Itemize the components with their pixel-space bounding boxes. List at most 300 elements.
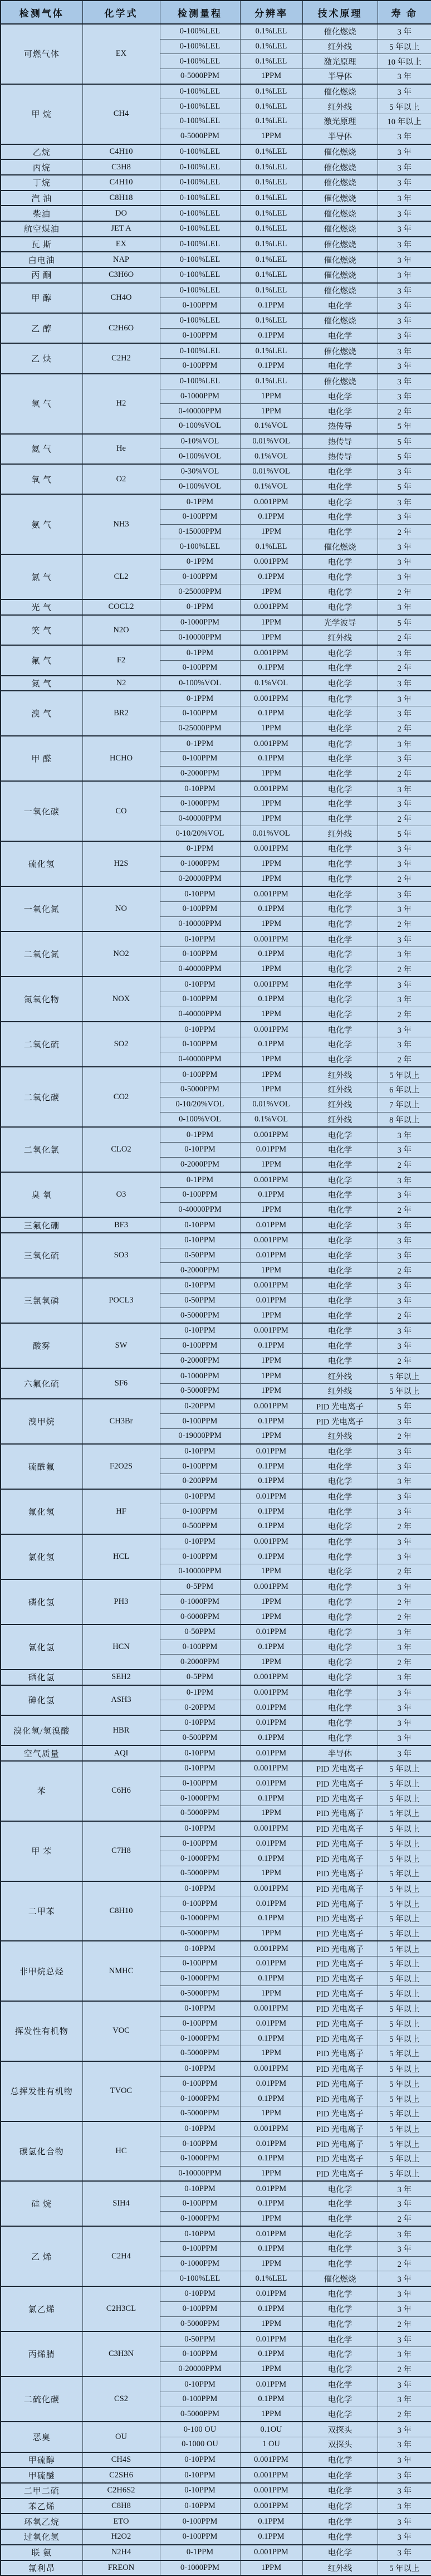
lifespan-cell: 2 年 (378, 962, 431, 977)
range-cell: 0-1PPM (160, 1172, 240, 1187)
resolution-cell: 0.1PPM (240, 660, 302, 675)
principle-cell: 电化学 (302, 1278, 378, 1293)
gas-name-cell: 氯化氢 (1, 1534, 82, 1579)
lifespan-cell: 3 年 (378, 1534, 431, 1549)
lifespan-cell: 3 年 (378, 69, 431, 84)
table-row (1, 1368, 431, 1383)
principle-cell: PID 光电离子 (302, 1881, 378, 1896)
formula-cell: JET A (82, 221, 160, 237)
range-cell: 0-100PPM (160, 660, 240, 675)
resolution-cell: 0.001PPM (240, 977, 302, 992)
lifespan-cell: 3 年 (378, 1579, 431, 1594)
lifespan-cell: 5 年 (378, 434, 431, 449)
principle-cell: 催化燃烧 (302, 267, 378, 283)
lifespan-cell: 5 年以上 (378, 1821, 431, 1836)
lifespan-cell: 3 年 (378, 1715, 431, 1730)
principle-cell: PID 光电离子 (302, 1791, 378, 1806)
resolution-cell: 1PPM (240, 2362, 302, 2377)
principle-cell: 电化学 (302, 1263, 378, 1278)
principle-cell: 红外线 (302, 630, 378, 645)
principle-cell: 双探头 (302, 2422, 378, 2437)
principle-cell: 电化学 (302, 1730, 378, 1745)
resolution-cell: 0.01PPM (240, 1217, 302, 1233)
resolution-cell: 0.1%LEL (240, 24, 302, 39)
table-row (1, 1067, 431, 1082)
table-row (1, 1821, 431, 1836)
formula-cell: C8H18 (82, 191, 160, 206)
range-cell: 0-40000PPM (160, 962, 240, 977)
range-cell: 0-40000PPM (160, 1052, 240, 1067)
range-cell: 0-100%VOL (160, 1112, 240, 1127)
lifespan-cell: 3 年 (378, 2483, 431, 2499)
principle-cell: 电化学 (302, 736, 378, 751)
table-row (1, 24, 431, 39)
table-row (1, 191, 431, 206)
principle-cell: 电化学 (302, 1172, 378, 1187)
table-row (1, 886, 431, 901)
gas-name-cell: 氟利昂 (1, 2560, 82, 2576)
formula-cell: C6H6 (82, 1761, 160, 1821)
principle-cell: 电化学 (302, 992, 378, 1007)
range-cell: 0-50PPM (160, 1248, 240, 1263)
range-cell: 0-1000PPM (160, 2031, 240, 2046)
range-cell: 0-5000PPM (160, 2316, 240, 2331)
range-cell: 0-100%VOL (160, 479, 240, 494)
resolution-cell: 0.001PPM (240, 736, 302, 751)
lifespan-cell: 3 年 (378, 676, 431, 691)
resolution-cell: 0.1PPM (240, 2346, 302, 2362)
lifespan-cell: 3 年 (378, 206, 431, 221)
gas-name-cell: 三氟化硼 (1, 1217, 82, 1233)
principle-cell: PID 光电离子 (302, 2001, 378, 2016)
principle-cell: 电化学 (302, 1444, 378, 1459)
lifespan-cell: 3 年 (378, 2377, 431, 2392)
principle-cell: PID 光电离子 (302, 2136, 378, 2151)
lifespan-cell: 2 年 (378, 811, 431, 826)
resolution-cell: 0.01PPM (240, 2331, 302, 2346)
formula-cell: C2SH6 (82, 2467, 160, 2483)
principle-cell: 电化学 (302, 1157, 378, 1172)
lifespan-cell: 3 年 (378, 1444, 431, 1459)
lifespan-cell: 3 年 (378, 1338, 431, 1353)
table-row (1, 1489, 431, 1504)
formula-cell: CH3Br (82, 1399, 160, 1444)
principle-cell: 电化学 (302, 1022, 378, 1037)
principle-cell: 电化学 (302, 871, 378, 886)
principle-cell: 催化燃烧 (302, 191, 378, 206)
resolution-cell: 1PPM (240, 2407, 302, 2422)
range-cell: 0-100PPM (160, 298, 240, 313)
range-cell: 0-40000PPM (160, 404, 240, 419)
table-row (1, 1534, 431, 1549)
table-row (1, 84, 431, 99)
principle-cell: 电化学 (302, 1715, 378, 1730)
table-row (1, 2121, 431, 2136)
principle-cell: PID 光电离子 (302, 1986, 378, 2001)
lifespan-cell: 3 年 (378, 1127, 431, 1142)
table-row (1, 1323, 431, 1338)
range-cell: 0-100%LEL (160, 252, 240, 267)
principle-cell: 红外线 (302, 2560, 378, 2576)
lifespan-cell: 3 年 (378, 1459, 431, 1474)
resolution-cell: 0.01PPM (240, 1836, 302, 1851)
resolution-cell: 0.01PPM (240, 2016, 302, 2031)
principle-cell: PID 光电离子 (302, 1926, 378, 1941)
principle-cell: 催化燃烧 (302, 175, 378, 191)
resolution-cell: 0.001PPM (240, 1323, 302, 1338)
principle-cell: 电化学 (302, 2197, 378, 2212)
resolution-cell: 0.1PPM (240, 2197, 302, 2212)
range-cell: 0-100%LEL (160, 283, 240, 298)
lifespan-cell: 2 年 (378, 916, 431, 931)
lifespan-cell: 3 年 (378, 901, 431, 916)
principle-cell: 电化学 (302, 660, 378, 675)
gas-name-cell: 二氧化氮 (1, 931, 82, 977)
formula-cell: ETO (82, 2514, 160, 2529)
range-cell: 0-100PPM (160, 2301, 240, 2316)
principle-cell: PID 光电离子 (302, 1866, 378, 1881)
range-cell: 0-100PPM (160, 2529, 240, 2545)
resolution-cell: 0.1%LEL (240, 159, 302, 175)
lifespan-cell: 3 年 (378, 298, 431, 313)
principle-cell: 电化学 (302, 1519, 378, 1534)
gas-name-cell: 溴甲烷 (1, 1399, 82, 1444)
lifespan-cell: 3 年 (378, 464, 431, 479)
lifespan-cell: 3 年 (378, 389, 431, 404)
range-cell: 0-10PPM (160, 1745, 240, 1761)
table-row (1, 1444, 431, 1459)
range-cell: 0-5000PPM (160, 1866, 240, 1881)
range-cell: 0-10PPM (160, 1323, 240, 1338)
resolution-cell: 0.01%VOL (240, 1097, 302, 1112)
principle-cell: 电化学 (302, 691, 378, 706)
range-cell: 0-100PPM (160, 1504, 240, 1519)
formula-cell: SIH4 (82, 2181, 160, 2226)
lifespan-cell: 5 年 (378, 1399, 431, 1414)
formula-cell: C3H8 (82, 159, 160, 175)
gas-name-cell: 甲 苯 (1, 1821, 82, 1881)
lifespan-cell: 3 年 (378, 328, 431, 343)
resolution-cell: 0.1PPM (240, 1459, 302, 1474)
lifespan-cell: 2 年 (378, 721, 431, 736)
gas-name-cell: 非甲烷总烃 (1, 1941, 82, 2001)
resolution-cell: 0.1PPM (240, 1640, 302, 1655)
gas-name-cell: 硒化氢 (1, 1670, 82, 1685)
lifespan-cell: 5 年以上 (378, 99, 431, 114)
table-row (1, 2422, 431, 2437)
lifespan-cell: 3 年 (378, 1037, 431, 1052)
principle-cell: 电化学 (302, 811, 378, 826)
range-cell: 0-100%LEL (160, 84, 240, 99)
gas-name-cell: 氮氧化物 (1, 977, 82, 1022)
principle-cell: 热传导 (302, 449, 378, 464)
principle-cell: 电化学 (302, 1007, 378, 1022)
table-row (1, 2286, 431, 2301)
range-cell: 0-100%LEL (160, 39, 240, 54)
principle-cell: 半导体 (302, 129, 378, 144)
formula-cell: C8H8 (82, 2499, 160, 2514)
table-row (1, 2377, 431, 2392)
resolution-cell: 1PPM (240, 2256, 302, 2271)
range-cell: 0-10PPM (160, 1233, 240, 1248)
lifespan-cell: 2 年 (378, 2316, 431, 2331)
formula-cell: HBR (82, 1715, 160, 1745)
lifespan-cell: 3 年 (378, 736, 431, 751)
principle-cell: 电化学 (302, 1489, 378, 1504)
range-cell: 0-1PPM (160, 2545, 240, 2560)
lifespan-cell: 3 年 (378, 2242, 431, 2257)
gas-name-cell: 氧 气 (1, 464, 82, 494)
lifespan-cell: 2 年 (378, 1052, 431, 1067)
resolution-cell: 0.1%VOL (240, 1112, 302, 1127)
principle-cell: 催化燃烧 (302, 283, 378, 298)
formula-cell: C8H10 (82, 1881, 160, 1941)
resolution-cell: 0.01PPM (240, 2076, 302, 2091)
lifespan-cell: 5 年 (378, 615, 431, 630)
resolution-cell: 0.001PPM (240, 2545, 302, 2560)
resolution-cell: 0.001PPM (240, 1941, 302, 1956)
principle-cell: 电化学 (302, 1233, 378, 1248)
resolution-cell: 1PPM (240, 856, 302, 871)
resolution-cell: 0.01PPM (240, 1776, 302, 1791)
lifespan-cell: 3 年 (378, 1293, 431, 1308)
principle-cell: 电化学 (302, 1594, 378, 1609)
range-cell: 0-5000PPM (160, 129, 240, 144)
principle-cell: 红外线 (302, 1097, 378, 1112)
resolution-cell: 0.001PPM (240, 781, 302, 796)
table-row (1, 267, 431, 283)
table-row (1, 1127, 431, 1142)
range-cell: 0-5PPM (160, 1670, 240, 1685)
principle-cell: PID 光电离子 (302, 1911, 378, 1926)
range-cell: 0-1000PPM (160, 1594, 240, 1609)
lifespan-cell: 5 年以上 (378, 2016, 431, 2031)
lifespan-cell: 5 年 (378, 418, 431, 433)
table-row (1, 206, 431, 221)
table-row (1, 1233, 431, 1248)
principle-cell: PID 光电离子 (302, 2016, 378, 2031)
range-cell: 0-1000PPM (160, 2211, 240, 2226)
principle-cell: 电化学 (302, 1293, 378, 1308)
table-row (1, 1624, 431, 1640)
range-cell: 0-1000PPM (160, 1851, 240, 1866)
lifespan-cell: 5 年以上 (378, 1067, 431, 1082)
gas-name-cell: 总挥发性有机物 (1, 2061, 82, 2121)
formula-cell: CL2 (82, 554, 160, 599)
lifespan-cell: 5 年以上 (378, 1836, 431, 1851)
gas-name-cell: 航空煤油 (1, 221, 82, 237)
resolution-cell: 0.1%LEL (240, 206, 302, 221)
lifespan-cell: 3 年 (378, 2197, 431, 2212)
range-cell: 0-100PPM (160, 1776, 240, 1791)
lifespan-cell: 3 年 (378, 841, 431, 856)
resolution-cell: 0.1PPM (240, 1338, 302, 1353)
lifespan-cell: 3 年 (378, 1504, 431, 1519)
formula-cell: C2H6S2 (82, 2483, 160, 2499)
range-cell: 0-1PPM (160, 736, 240, 751)
range-cell: 0-100PPM (160, 2197, 240, 2212)
formula-cell: HCL (82, 1534, 160, 1579)
range-cell: 0-10PPM (160, 1142, 240, 1157)
gas-name-cell: 二硫化碳 (1, 2377, 82, 2422)
range-cell: 0-100%LEL (160, 206, 240, 221)
gas-name-cell: 可燃气体 (1, 24, 82, 84)
table-row (1, 615, 431, 630)
range-cell: 0-1000PPM (160, 797, 240, 812)
resolution-cell: 0.01PPM (240, 2286, 302, 2301)
range-cell: 0-5000PPM (160, 1308, 240, 1323)
formula-cell: TVOC (82, 2061, 160, 2121)
range-cell: 0-100PPM (160, 2346, 240, 2362)
resolution-cell: 0.1%LEL (240, 252, 302, 267)
lifespan-cell: 3 年 (378, 494, 431, 509)
table-row (1, 599, 431, 615)
lifespan-cell: 2 年 (378, 1308, 431, 1323)
table-row (1, 494, 431, 509)
lifespan-cell: 3 年 (378, 2514, 431, 2529)
resolution-cell: 1PPM (240, 1263, 302, 1278)
principle-cell: PID 光电离子 (302, 2091, 378, 2106)
formula-cell: CH4O (82, 283, 160, 313)
resolution-cell: 0.001PPM (240, 1881, 302, 1896)
lifespan-cell: 5 年以上 (378, 1776, 431, 1791)
lifespan-cell: 5 年以上 (378, 1806, 431, 1821)
lifespan-cell: 3 年 (378, 645, 431, 660)
resolution-cell: 1PPM (240, 2560, 302, 2576)
range-cell: 0-100PPM (160, 359, 240, 374)
range-cell: 0-100%LEL (160, 374, 240, 389)
lifespan-cell: 3 年 (378, 1700, 431, 1715)
formula-cell: HF (82, 1489, 160, 1534)
resolution-cell: 0.1PPM (240, 569, 302, 584)
resolution-cell: 0.1PPM (240, 2151, 302, 2166)
lifespan-cell: 5 年以上 (378, 1383, 431, 1398)
resolution-cell: 0.1%VOL (240, 418, 302, 433)
lifespan-cell: 3 年 (378, 2286, 431, 2301)
resolution-cell: 0.001PPM (240, 1685, 302, 1700)
principle-cell: PID 光电离子 (302, 2106, 378, 2121)
range-cell: 0-5PPM (160, 1579, 240, 1594)
range-cell: 0-40000PPM (160, 1007, 240, 1022)
lifespan-cell: 5 年 (378, 449, 431, 464)
table-row (1, 313, 431, 328)
lifespan-cell: 5 年 (378, 479, 431, 494)
gas-name-cell: 甲 醛 (1, 736, 82, 781)
formula-cell: F2O2S (82, 1444, 160, 1489)
principle-cell: 催化燃烧 (302, 374, 378, 389)
lifespan-cell: 3 年 (378, 191, 431, 206)
gas-name-cell: 丁烷 (1, 175, 82, 191)
range-cell: 0-100PPM (160, 1640, 240, 1655)
principle-cell: PID 光电离子 (302, 1836, 378, 1851)
table-row (1, 2061, 431, 2076)
formula-cell: SF6 (82, 1368, 160, 1398)
range-cell: 0-10PPM (160, 2467, 240, 2483)
formula-cell: CS2 (82, 2377, 160, 2422)
principle-cell: 电化学 (302, 2514, 378, 2529)
range-cell: 0-1000PPM (160, 1971, 240, 1986)
resolution-cell: 0.1%VOL (240, 479, 302, 494)
resolution-cell: 0.1PPM (240, 2091, 302, 2106)
resolution-cell: 0.1PPM (240, 947, 302, 962)
principle-cell: 电化学 (302, 1534, 378, 1549)
range-cell: 0-100%VOL (160, 676, 240, 691)
table-row (1, 2467, 431, 2483)
principle-cell: 双探头 (302, 2437, 378, 2452)
principle-cell: 电化学 (302, 2256, 378, 2271)
range-cell: 0-100%LEL (160, 267, 240, 283)
range-cell: 0-1000PPM (160, 2091, 240, 2106)
range-cell: 0-100PPM (160, 1896, 240, 1911)
lifespan-cell: 3 年 (378, 1624, 431, 1640)
principle-cell: 激光原理 (302, 54, 378, 69)
lifespan-cell: 3 年 (378, 931, 431, 947)
resolution-cell: 0.01PPM (240, 1745, 302, 1761)
principle-cell: 电化学 (302, 916, 378, 931)
principle-cell: 催化燃烧 (302, 144, 378, 160)
formula-cell: CO2 (82, 1067, 160, 1127)
resolution-cell: 1PPM (240, 962, 302, 977)
resolution-cell: 0.001PPM (240, 2121, 302, 2136)
resolution-cell: 0.01PPM (240, 2181, 302, 2196)
resolution-cell: 0.1PPM (240, 2242, 302, 2257)
principle-cell: PID 光电离子 (302, 2151, 378, 2166)
resolution-cell: 1PPM (240, 1157, 302, 1172)
resolution-cell: 0.01PPM (240, 1142, 302, 1157)
gas-name-cell: 氰化氢 (1, 1624, 82, 1670)
range-cell: 0-100PPM (160, 901, 240, 916)
lifespan-cell: 2 年 (378, 2407, 431, 2422)
principle-cell: 催化燃烧 (302, 2271, 378, 2286)
principle-cell: 红外线 (302, 826, 378, 841)
resolution-cell: 1PPM (240, 524, 302, 539)
formula-cell: EX (82, 24, 160, 84)
resolution-cell: 0.1PPM (240, 2392, 302, 2407)
table-row (1, 2331, 431, 2346)
range-cell: 0-10PPM (160, 886, 240, 901)
principle-cell: 催化燃烧 (302, 206, 378, 221)
principle-cell: 电化学 (302, 2407, 378, 2422)
lifespan-cell: 5 年以上 (378, 2076, 431, 2091)
gas-name-cell: 挥发性有机物 (1, 2001, 82, 2061)
resolution-cell: 1PPM (240, 1428, 302, 1443)
formula-cell: VOC (82, 2001, 160, 2061)
principle-cell: 电化学 (302, 1217, 378, 1233)
lifespan-cell: 3 年 (378, 1142, 431, 1157)
lifespan-cell: 3 年 (378, 947, 431, 962)
principle-cell: 半导体 (302, 69, 378, 84)
range-cell: 0-10000PPM (160, 2166, 240, 2181)
formula-cell: BR2 (82, 691, 160, 736)
principle-cell: 电化学 (302, 962, 378, 977)
lifespan-cell: 3 年 (378, 1022, 431, 1037)
resolution-cell: 1PPM (240, 1067, 302, 1082)
lifespan-cell: 5 年以上 (378, 1851, 431, 1866)
lifespan-cell: 2 年 (378, 630, 431, 645)
principle-cell: 电化学 (302, 1474, 378, 1489)
resolution-cell: 0.1PPM (240, 1187, 302, 1202)
principle-cell: 电化学 (302, 1202, 378, 1217)
principle-cell: 催化燃烧 (302, 159, 378, 175)
table-row (1, 1670, 431, 1685)
principle-cell: 电化学 (302, 721, 378, 736)
lifespan-cell: 2 年 (378, 2211, 431, 2226)
range-cell: 0-30%VOL (160, 464, 240, 479)
table-row (1, 1579, 431, 1594)
resolution-cell: 0.001PPM (240, 931, 302, 947)
principle-cell: 电化学 (302, 1579, 378, 1594)
resolution-cell: 0.001PPM (240, 2499, 302, 2514)
